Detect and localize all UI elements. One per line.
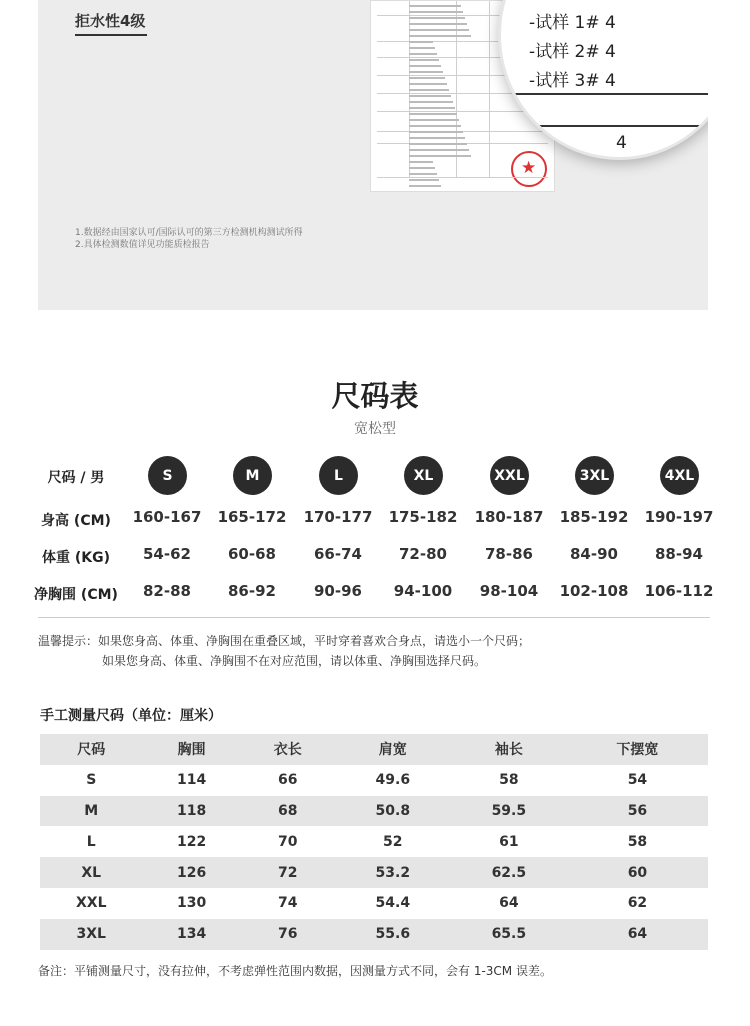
report-rule (377, 177, 548, 178)
report-text-line (409, 65, 441, 67)
size-chart-row-label: 净胸围 (CM) (34, 587, 118, 603)
measurement-header-cell: 衣长 (273, 742, 302, 759)
magnifier-rule (501, 125, 708, 127)
magnifier-line-1: -试样 1# 4 (529, 13, 616, 33)
measurement-cell: 68 (277, 802, 298, 819)
size-chart-cell: 54-62 (143, 545, 191, 563)
report-text-line (409, 59, 439, 61)
report-text-line (409, 29, 469, 31)
size-chart-title: 尺码表 (331, 379, 419, 413)
report-text-line (409, 101, 453, 103)
measurement-cell: 72 (277, 864, 298, 881)
report-text-line (409, 143, 467, 145)
measurement-cell: 64 (627, 926, 648, 943)
measurement-cell: 61 (499, 833, 519, 850)
measurement-cell: 3XL (76, 926, 106, 943)
size-chart-cell: 72-80 (399, 545, 447, 563)
size-badge: XXL (490, 456, 529, 495)
size-chart-cell: 88-94 (655, 545, 703, 563)
size-chart-subtitle: 宽松型 (354, 421, 396, 437)
report-text-line (409, 167, 435, 169)
size-chart-cell: 78-86 (485, 545, 533, 563)
table-row (40, 919, 708, 950)
measurement-cell: 58 (499, 772, 519, 789)
report-text-line (409, 11, 463, 13)
tip-line-2: 如果您身高、体重、净胸围不在对应范围，请以体重、净胸围选择尺码。 (102, 654, 487, 668)
report-note-2: 2.具体检测数值详见功能质检报告 (75, 240, 210, 250)
size-chart-cell: 106-112 (644, 582, 714, 600)
size-chart-cell: 185-192 (559, 508, 629, 526)
table-row (40, 826, 708, 857)
report-text-line (409, 95, 451, 97)
measurement-cell: S (86, 772, 97, 789)
size-chart-cell: 82-88 (143, 582, 191, 600)
size-chart-cell: 84-90 (570, 545, 618, 563)
magnifier-line-3: -试样 3# 4 (529, 71, 616, 91)
measurement-cell: 55.6 (375, 926, 411, 943)
measurement-cell: 50.8 (375, 802, 411, 819)
report-text-line (409, 131, 463, 133)
measurement-cell: 66 (277, 772, 298, 789)
measurement-cell: 52 (383, 833, 403, 850)
table-row (40, 765, 708, 796)
table-row (40, 888, 708, 919)
measurement-cell: M (84, 802, 99, 819)
measurement-table (40, 734, 708, 950)
measurement-header-cell: 肩宽 (378, 742, 407, 759)
report-text-line (409, 77, 445, 79)
measurement-cell: 58 (627, 833, 648, 850)
size-chart-divider (38, 617, 710, 618)
size-chart-cell: 175-182 (388, 508, 458, 526)
size-chart-row-label: 身高 (CM) (41, 513, 111, 529)
report-text-line (409, 119, 459, 121)
heading-underline (75, 34, 147, 36)
measurement-cell: 76 (277, 926, 298, 943)
measurement-cell: 118 (176, 802, 207, 819)
tip-line-1: 温馨提示：如果您身高、体重、净胸围在重叠区域，平时穿着喜欢合身点，请选小一个尺码； (38, 634, 531, 648)
measurement-cell: 74 (277, 895, 298, 912)
magnifier-line-2: -试样 2# 4 (529, 42, 616, 62)
report-text-line (409, 5, 461, 7)
measurement-cell: XXL (75, 895, 107, 912)
report-text-line (409, 113, 457, 115)
size-chart-cell: 98-104 (479, 582, 539, 600)
measurement-header-cell: 尺码 (77, 742, 106, 759)
report-note-1: 1.数据经由国家认可/国际认可的第三方检测机构测试所得 (75, 228, 303, 238)
measurement-cell: 70 (277, 833, 298, 850)
size-chart-cell: 190-197 (644, 508, 714, 526)
size-chart-cell: 170-177 (303, 508, 373, 526)
report-text-line (409, 41, 433, 43)
measurement-cell: L (86, 833, 96, 850)
size-chart-cell: 90-96 (314, 582, 362, 600)
measurement-cell: 65.5 (491, 926, 527, 943)
measurement-header-cell: 下摆宽 (616, 742, 659, 759)
report-text-line (409, 173, 437, 175)
report-text-line (409, 53, 437, 55)
measurement-header-cell: 袖长 (494, 742, 523, 759)
measurement-cell: 122 (176, 833, 207, 850)
size-chart-cell: 180-187 (474, 508, 544, 526)
size-chart-cell: 165-172 (217, 508, 287, 526)
size-chart-cell: 66-74 (314, 545, 362, 563)
report-text-line (409, 83, 447, 85)
report-text-line (409, 107, 455, 109)
measurement-cell: 59.5 (491, 802, 527, 819)
report-text-line (409, 137, 465, 139)
size-chart-cell: 160-167 (132, 508, 202, 526)
measurement-cell: 62.5 (491, 864, 527, 881)
measurement-cell: 134 (176, 926, 207, 943)
measurement-cell: 53.2 (375, 864, 411, 881)
magnifier-rule (501, 93, 708, 95)
measurement-cell: 60 (627, 864, 648, 881)
measurement-header-row (40, 734, 708, 765)
size-badge: 4XL (660, 456, 699, 495)
report-text-line (409, 17, 465, 19)
size-badge: M (233, 456, 272, 495)
test-report-panel (38, 0, 708, 310)
measurement-cell: 62 (627, 895, 648, 912)
size-row-label: 尺码 / 男 (47, 470, 105, 486)
size-chart-cell: 94-100 (393, 582, 453, 600)
size-chart-cell: 86-92 (228, 582, 276, 600)
table-row (40, 796, 708, 827)
report-heading: 拒水性4级 (75, 12, 146, 30)
size-badge: S (148, 456, 187, 495)
magnifier-value: 4 (616, 133, 627, 153)
report-text-line (409, 23, 467, 25)
report-column-rule (489, 1, 490, 177)
size-chart-cell: 102-108 (559, 582, 629, 600)
size-chart-cell: 60-68 (228, 545, 276, 563)
report-text-line (409, 71, 443, 73)
measurement-cell: XL (81, 864, 102, 881)
report-text-line (409, 125, 461, 127)
size-chart-row-label: 体重 (KG) (41, 550, 110, 566)
measurement-footnote: 备注：平铺测量尺寸，没有拉伸，不考虑弹性范围内数据，因测量方式不同，会有 1-3CM 误差。 (38, 964, 552, 978)
report-text-line (409, 35, 471, 37)
measurement-cell: 126 (176, 864, 207, 881)
report-text-line (409, 149, 469, 151)
report-text-line (409, 89, 449, 91)
measurement-cell: 54 (627, 772, 648, 789)
measurement-cell: 54.4 (375, 895, 411, 912)
report-text-line (409, 185, 441, 187)
measurement-header-cell: 胸围 (177, 742, 206, 759)
size-badge: 3XL (575, 456, 614, 495)
measurement-cell: 49.6 (375, 772, 411, 789)
report-text-line (409, 155, 471, 157)
table-row (40, 857, 708, 888)
size-badge: L (319, 456, 358, 495)
report-text-line (409, 179, 439, 181)
measurement-cell: 56 (627, 802, 648, 819)
report-notes (75, 227, 303, 251)
measurement-cell: 64 (499, 895, 519, 912)
size-badge: XL (404, 456, 443, 495)
measurement-cell: 114 (176, 772, 207, 789)
measurement-cell: 130 (176, 895, 207, 912)
report-text-line (409, 161, 433, 163)
report-text-line (409, 47, 435, 49)
red-seal-icon (511, 151, 547, 187)
measurement-title: 手工测量尺码（单位：厘米） (40, 708, 222, 724)
